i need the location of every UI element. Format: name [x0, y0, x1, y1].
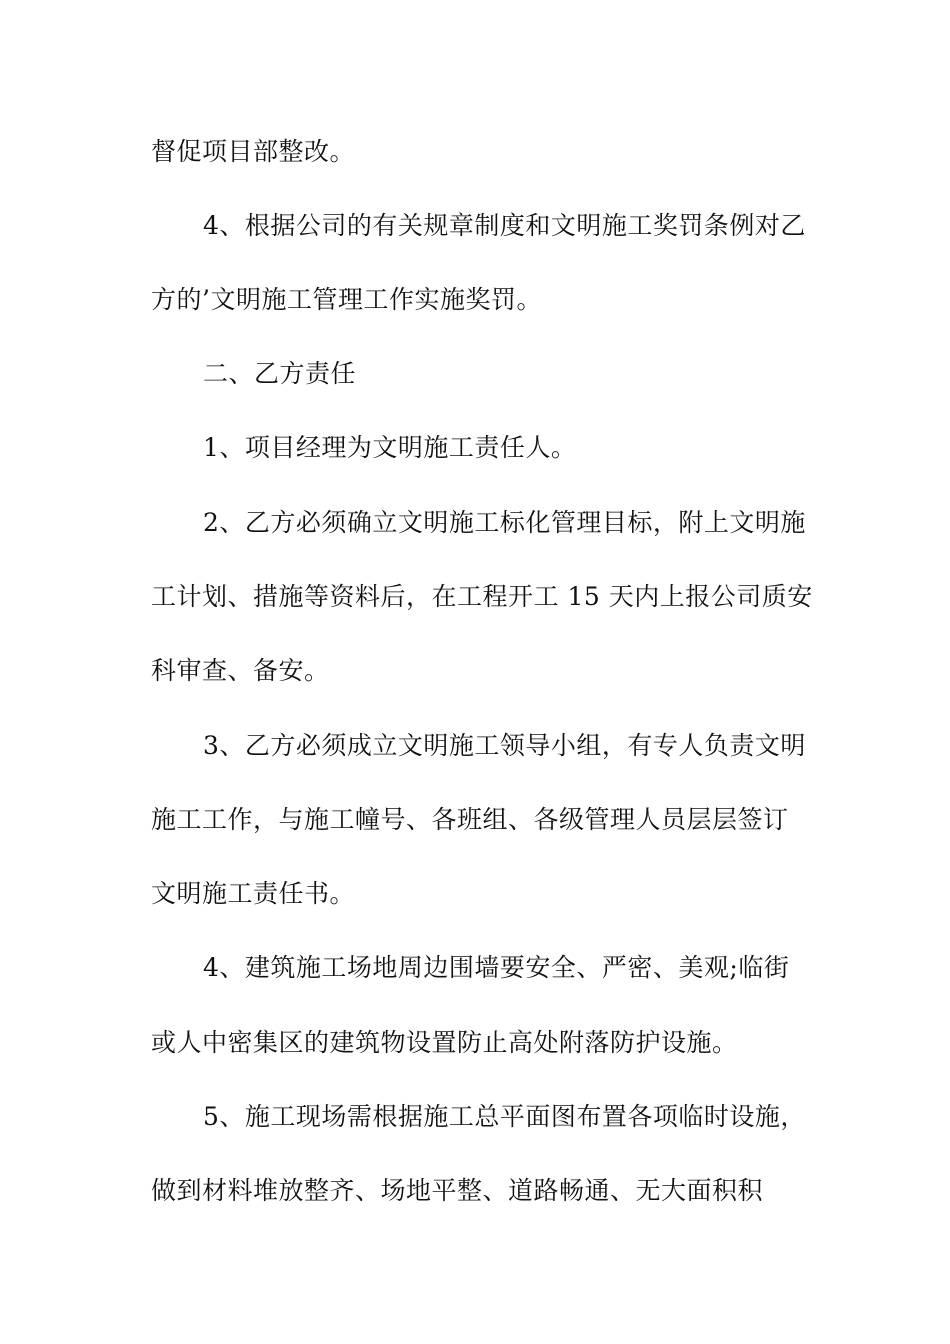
text-line: 3、乙方必须成立文明施工领导小组，有专人负责文明 [203, 731, 806, 760]
text-line: 5、施工现场需根据施工总平面图布置各项临时设施， [203, 1102, 806, 1131]
text-line: 督促项目部整改。 [151, 137, 356, 166]
text-line: 或人中密集区的建筑物设置防止高处附落防护设施。 [151, 1028, 738, 1057]
text-line: 2、乙方必须确立文明施工标化管理目标，附上文明施 [203, 508, 806, 537]
text-line: 4、根据公司的有关规章制度和文明施工奖罚条例对乙 [203, 211, 806, 240]
text-line: 做到材料堆放整齐、场地平整、道路畅通、无大面积积 [151, 1176, 764, 1205]
text-line: 1、项目经理为文明施工责任人。 [203, 433, 577, 462]
text-line: 文明施工责任书。 [151, 879, 356, 908]
section-heading: 二、乙方责任 [203, 359, 357, 388]
text-line: 工计划、措施等资料后，在工程开工 15 天内上报公司质安 [151, 582, 813, 611]
text-line: 4、建筑施工场地周边围墙要安全、严密、美观;临街 [203, 953, 790, 982]
text-line: 科审查、备安。 [151, 656, 330, 685]
text-line: 施工工作，与施工幢号、各班组、各级管理人员层层签订 [151, 805, 789, 834]
text-line: 方的’文明施工管理工作实施奖罚。 [151, 285, 542, 314]
